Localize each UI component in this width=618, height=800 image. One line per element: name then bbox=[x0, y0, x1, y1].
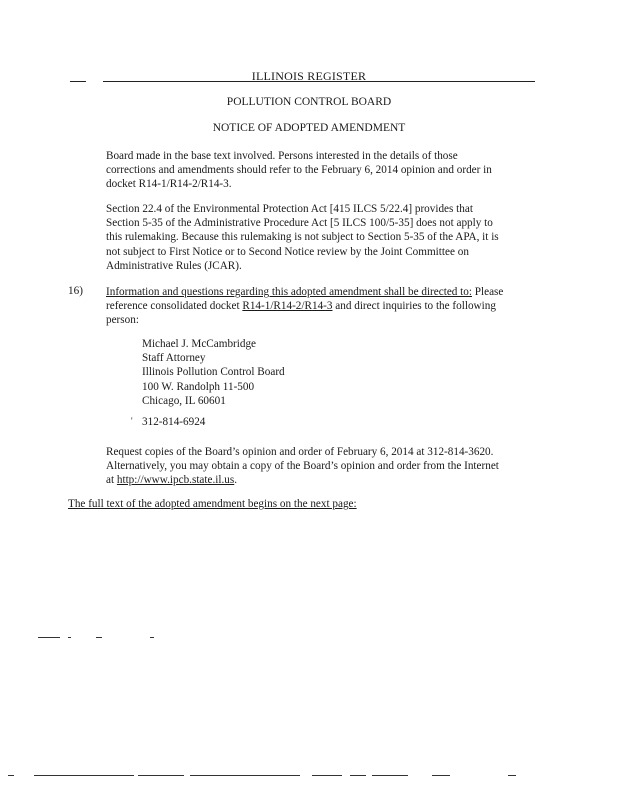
text-line bbox=[68, 497, 548, 511]
contact-title: Staff Attorney bbox=[142, 352, 206, 365]
website-link[interactable]: http://www.ipcb.state.il.us bbox=[116, 474, 235, 487]
paragraph-full-text bbox=[68, 497, 548, 511]
full-text-notice: The full text of the adopted amendment begins on the next page: bbox=[68, 498, 357, 510]
text-line: Request copies of the Board’s opinion and order of February 6, 2014 at 312-814-3620. bbox=[106, 446, 494, 458]
paragraph-copies bbox=[106, 445, 556, 488]
contact-phone: 312-814-6924 bbox=[142, 416, 206, 428]
text-line: Administrative Rules (JCAR). bbox=[106, 259, 242, 272]
text-line bbox=[106, 285, 556, 299]
bottom-mark bbox=[34, 775, 134, 776]
text-line: person: bbox=[106, 314, 139, 327]
bottom-mark bbox=[312, 775, 342, 776]
footer-mark bbox=[38, 637, 60, 638]
underlined-heading: Information and questions regarding this adopted amendment shall be directed to: bbox=[106, 286, 472, 298]
text-line: corrections and amendments should refer to the February 6, 2014 opinion and order in bbox=[106, 164, 492, 177]
bottom-mark bbox=[190, 775, 300, 776]
footer-mark bbox=[68, 637, 71, 638]
docket-reference: R14-1/R14-2/R14-3 bbox=[242, 300, 333, 313]
text-fragment: and direct inquiries to the following bbox=[332, 300, 496, 313]
contact-city: Chicago, IL 60601 bbox=[142, 394, 226, 407]
text-line: this rulemaking. Because this rulemaking is not subject to Section 5-35 of the APA, it is bbox=[106, 231, 499, 244]
text-line: Alternatively, you may obtain a copy of the Board’s opinion and order from the Internet bbox=[106, 460, 499, 473]
text-line bbox=[106, 299, 556, 313]
text-fragment: reference consolidated docket bbox=[106, 300, 243, 313]
text-line: Section 5-35 of the Administrative Procedure Act [5 ILCS 100/5-35] does not apply to bbox=[106, 217, 493, 230]
bottom-mark bbox=[8, 775, 14, 776]
bottom-mark bbox=[350, 775, 366, 776]
paragraph-corrections bbox=[106, 149, 546, 192]
text-line: not subject to First Notice or to Second Notice review by the Joint Committee on bbox=[106, 245, 469, 258]
text-line bbox=[106, 473, 556, 487]
paragraph-section-22-4 bbox=[106, 202, 546, 273]
contact-address-block bbox=[142, 337, 285, 408]
text-line: Board made in the base text involved. Persons interested in the details of those bbox=[106, 150, 458, 162]
item-number: 16) bbox=[68, 285, 83, 297]
text-fragment: Please bbox=[471, 286, 504, 298]
contact-org: Illinois Pollution Control Board bbox=[142, 366, 285, 379]
bottom-mark bbox=[432, 775, 450, 776]
notice-title: NOTICE OF ADOPTED AMENDMENT bbox=[212, 122, 406, 134]
text-fragment: at bbox=[106, 474, 117, 487]
text-fragment: . bbox=[234, 474, 238, 487]
bottom-mark bbox=[372, 775, 408, 776]
contact-name: Michael J. McCambridge bbox=[142, 338, 257, 350]
bottom-mark bbox=[508, 775, 516, 776]
footer-mark bbox=[96, 637, 102, 638]
register-title: ILLINOIS REGISTER bbox=[251, 69, 367, 83]
scan-mark: ' bbox=[131, 416, 133, 426]
bottom-mark bbox=[138, 775, 184, 776]
text-line: Section 22.4 of the Environmental Protection Act [415 ILCS 5/22.4] provides that bbox=[106, 203, 473, 215]
text-line: docket R14-1/R14-2/R14-3. bbox=[106, 178, 232, 191]
contact-street: 100 W. Randolph 11-500 bbox=[142, 380, 255, 393]
agency-title: POLLUTION CONTROL BOARD bbox=[226, 96, 392, 108]
footer-mark bbox=[150, 637, 154, 638]
paragraph-item-16 bbox=[106, 285, 556, 328]
